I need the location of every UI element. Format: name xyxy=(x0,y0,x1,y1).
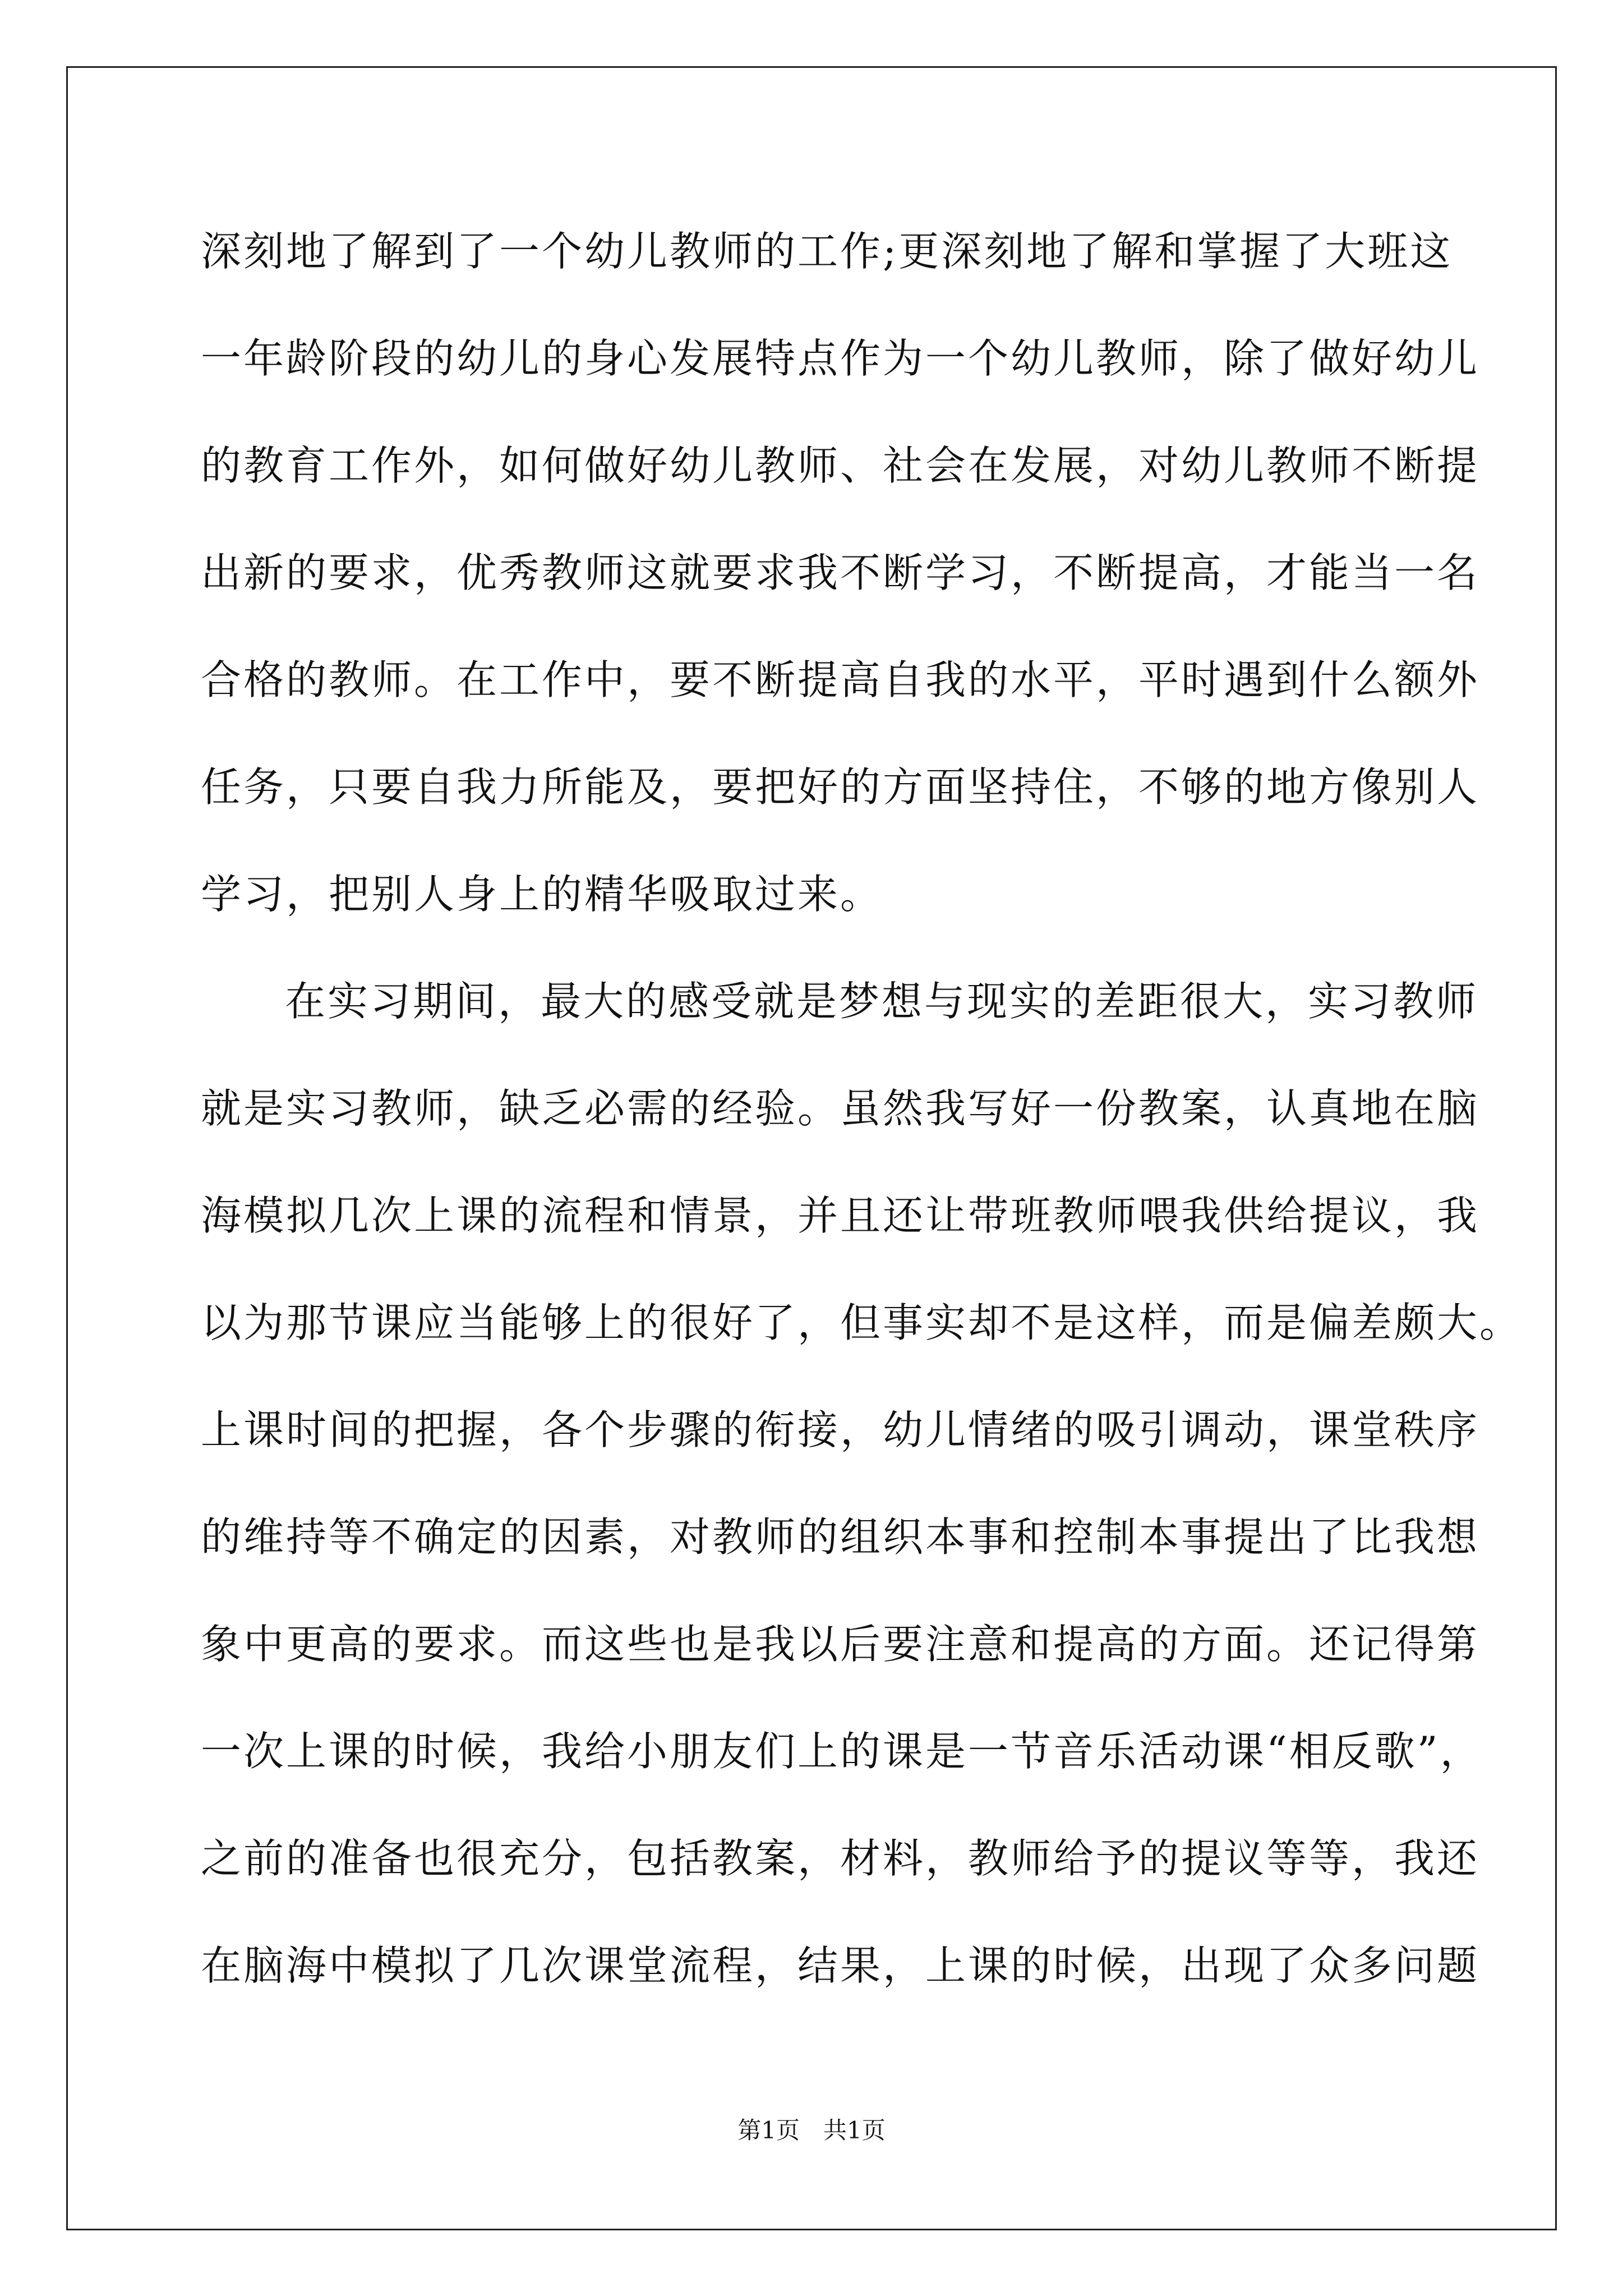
text-line: 学习，把别人身上的精华吸取过来。 xyxy=(201,871,883,918)
text-line: 在脑海中模拟了几次课堂流程，结果，上课的时候，出现了众多问题 xyxy=(201,1942,1480,1989)
text-line: 象中更高的要求。而这些也是我以后要注意和提高的方面。还记得第 xyxy=(201,1621,1480,1668)
document-body xyxy=(201,218,1523,2039)
text-line: 以为那节课应当能够上的很好了，但事实却不是这样，而是偏差颇大。 xyxy=(201,1299,1523,1346)
text-line: 海模拟几次上课的流程和情景，并且还让带班教师喂我供给提议，我 xyxy=(201,1192,1480,1239)
paragraph-first-line: 在实习期间，最大的感受就是梦想与现实的差距很大，实习教师 xyxy=(285,978,1479,1025)
text-line: 之前的准备也很充分，包括教案，材料，教师给予的提议等等，我还 xyxy=(201,1835,1480,1882)
text-line: 上课时间的把握，各个步骤的衔接，幼儿情绪的吸引调动，课堂秩序 xyxy=(201,1406,1480,1453)
text-line: 深刻地了解到了一个幼儿教师的工作;更深刻地了解和掌握了大班这 xyxy=(201,228,1453,275)
text-line: 合格的教师。在工作中，要不断提高自我的水平，平时遇到什么额外 xyxy=(201,656,1480,703)
text-line: 任务，只要自我力所能及，要把好的方面坚持住，不够的地方像别人 xyxy=(201,763,1480,811)
text-line: 就是实习教师，缺乏必需的经验。虽然我写好一份教案，认真地在脑 xyxy=(201,1085,1480,1132)
text-line: 的维持等不确定的因素，对教师的组织本事和控制本事提出了比我想 xyxy=(201,1513,1480,1561)
text-line: 出新的要求，优秀教师这就要求我不断学习，不断提高，才能当一名 xyxy=(201,549,1480,596)
text-line: 一年龄阶段的幼儿的身心发展特点作为一个幼儿教师，除了做好幼儿 xyxy=(201,335,1480,382)
page-number: 第1页 共1页 xyxy=(737,2116,886,2144)
text-line: 一次上课的时候，我给小朋友们上的课是一节音乐活动课“相反歌”， xyxy=(201,1728,1483,1775)
text-line: 的教育工作外，如何做好幼儿教师、社会在发展，对幼儿教师不断提 xyxy=(201,442,1480,489)
